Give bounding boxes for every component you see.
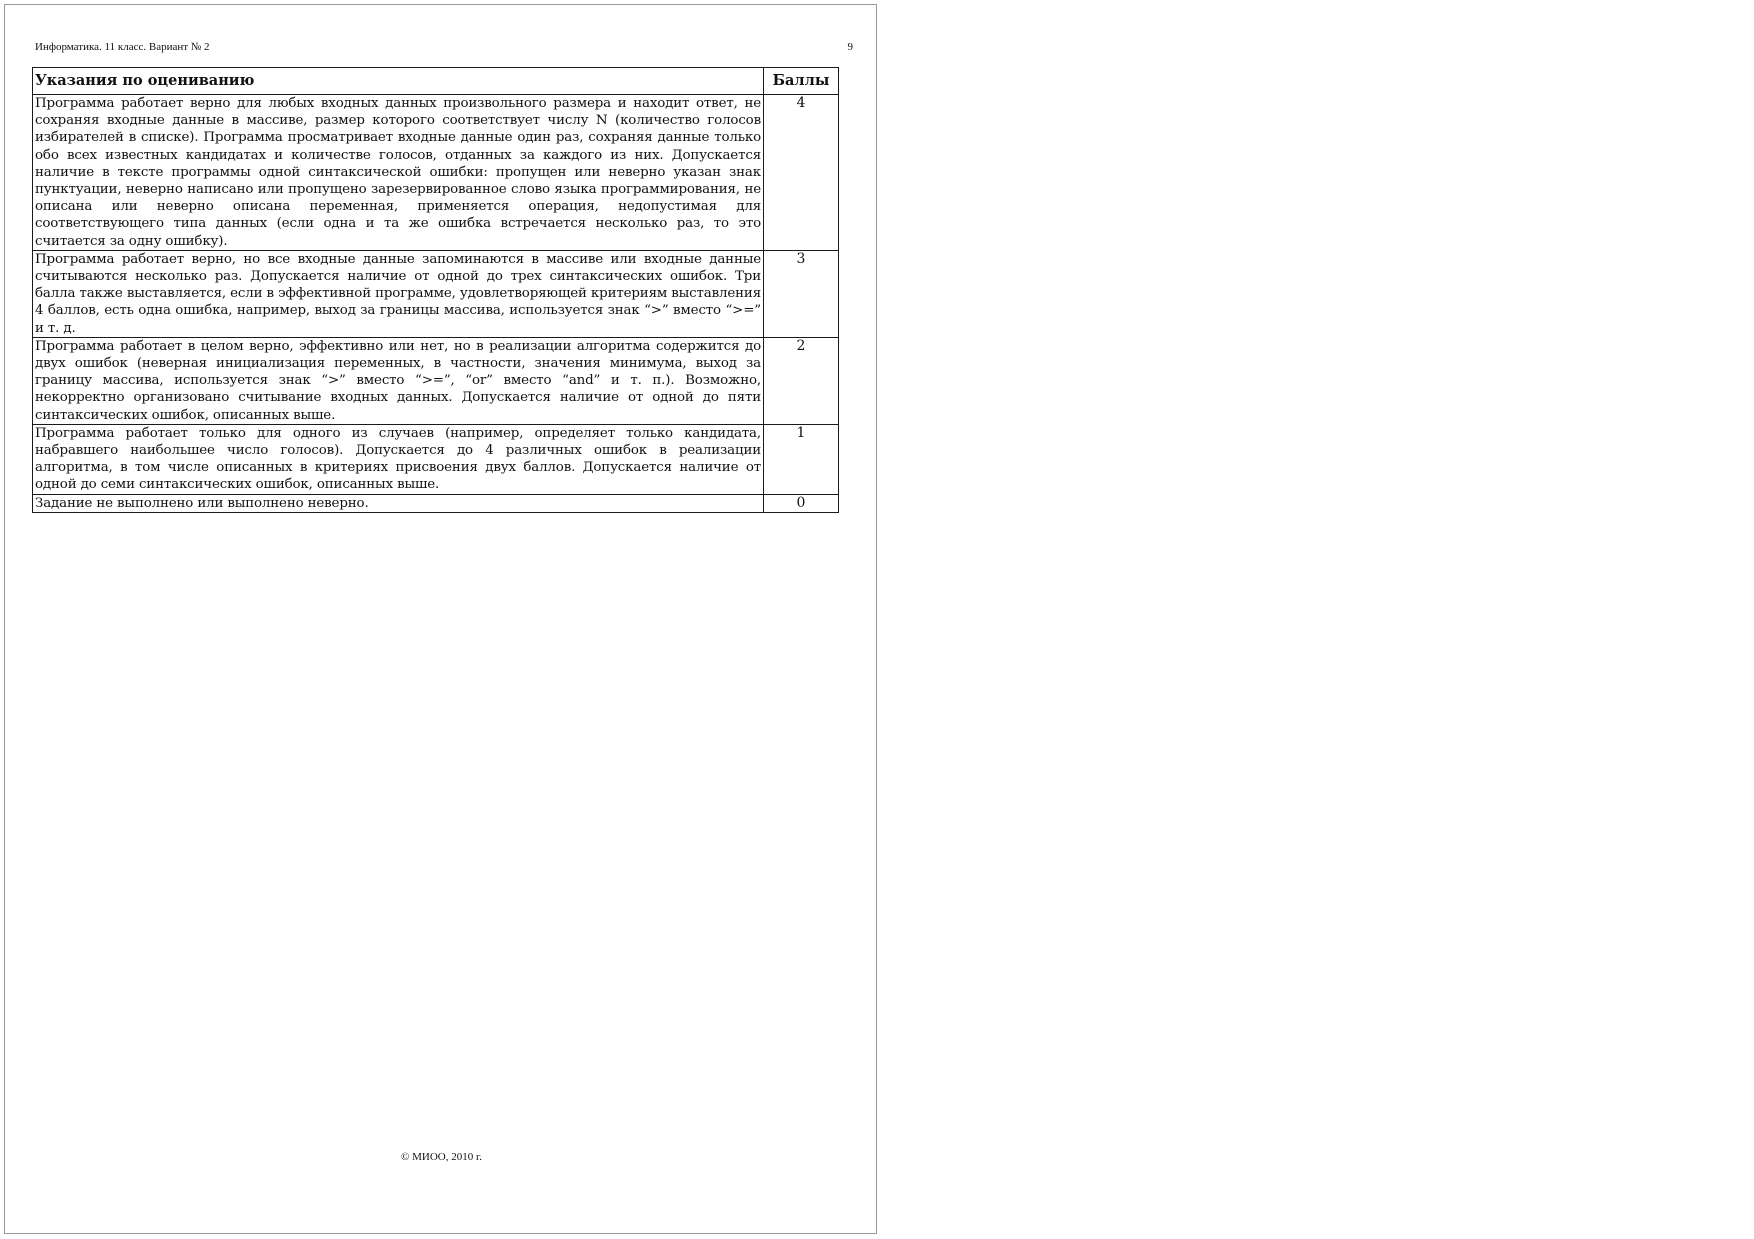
header-title: Информатика. 11 класс. Вариант № 2 [35,41,210,53]
criterion-score: 3 [764,250,839,337]
criterion-text: Программа работает верно для любых входных данных произвольного размера и находит ответ, не сохраняя входные данные в массиве, размер которого соответствует числу N (количество голосов избирателей в списке). Программа просматривает входные данные один раз, сохраняя данные только обо всех известных кандидатах и количестве голосов, отданных за каждого из них. Допускается наличие в тексте программы одной синтаксической ошибки: пропущен или неверно указан знак пунктуации, неверно написано или пропущено зарезервированное слово языка программирования, не описана или неверно описана переменная, применяется операция, недопустимая для соответствующего типа данных (если одна и та же ошибка встречается несколько раз, то это считается за одну ошибку). [33,95,764,251]
table-row [33,337,839,424]
table-header-row [33,68,839,95]
criterion-score: 1 [764,424,839,494]
table-row [33,250,839,337]
criterion-text: Задание не выполнено или выполнено неверно. [33,494,764,512]
column-header-description: Указания по оцениванию [33,68,764,95]
table-row [33,424,839,494]
criterion-text: Программа работает верно, но все входные данные запоминаются в массиве или входные данные считываются несколько раз. Допускается наличие от одной до трех синтаксических ошибок. Три балла также выставляется, если в эффективной программе, удовлетворяющей критериям выставления 4 баллов, есть одна ошибка, например, выход за границы массива, используется знак “>” вместо “>=” и т. д. [33,250,764,337]
table-row [33,95,839,251]
criterion-text: Программа работает в целом верно, эффективно или нет, но в реализации алгоритма содержится до двух ошибок (неверная инициализация переменных, в частности, значения минимума, выход за границу массива, используется знак “>” вместо “>=”, “or” вместо “and” и т. п.). Возможно, некорректно организовано считывание входных данных. Допускается наличие от одной до пяти синтаксических ошибок, описанных выше. [33,337,764,424]
document-page [4,4,877,1234]
column-header-score: Баллы [764,68,839,95]
page-number: 9 [847,41,853,53]
grading-criteria-table [32,67,839,513]
criterion-score: 2 [764,337,839,424]
copyright-footer: © МИОО, 2010 г. [401,1151,482,1163]
criterion-score: 0 [764,494,839,512]
table-row [33,494,839,512]
criterion-text: Программа работает только для одного из случаев (например, определяет только кандидата, набравшего наибольшее число голосов). Допускается до 4 различных ошибок в реализации алгоритма, в том числе описанных в критериях присвоения двух баллов. Допускается наличие от одной до семи синтаксических ошибок, описанных выше. [33,424,764,494]
criterion-score: 4 [764,95,839,251]
